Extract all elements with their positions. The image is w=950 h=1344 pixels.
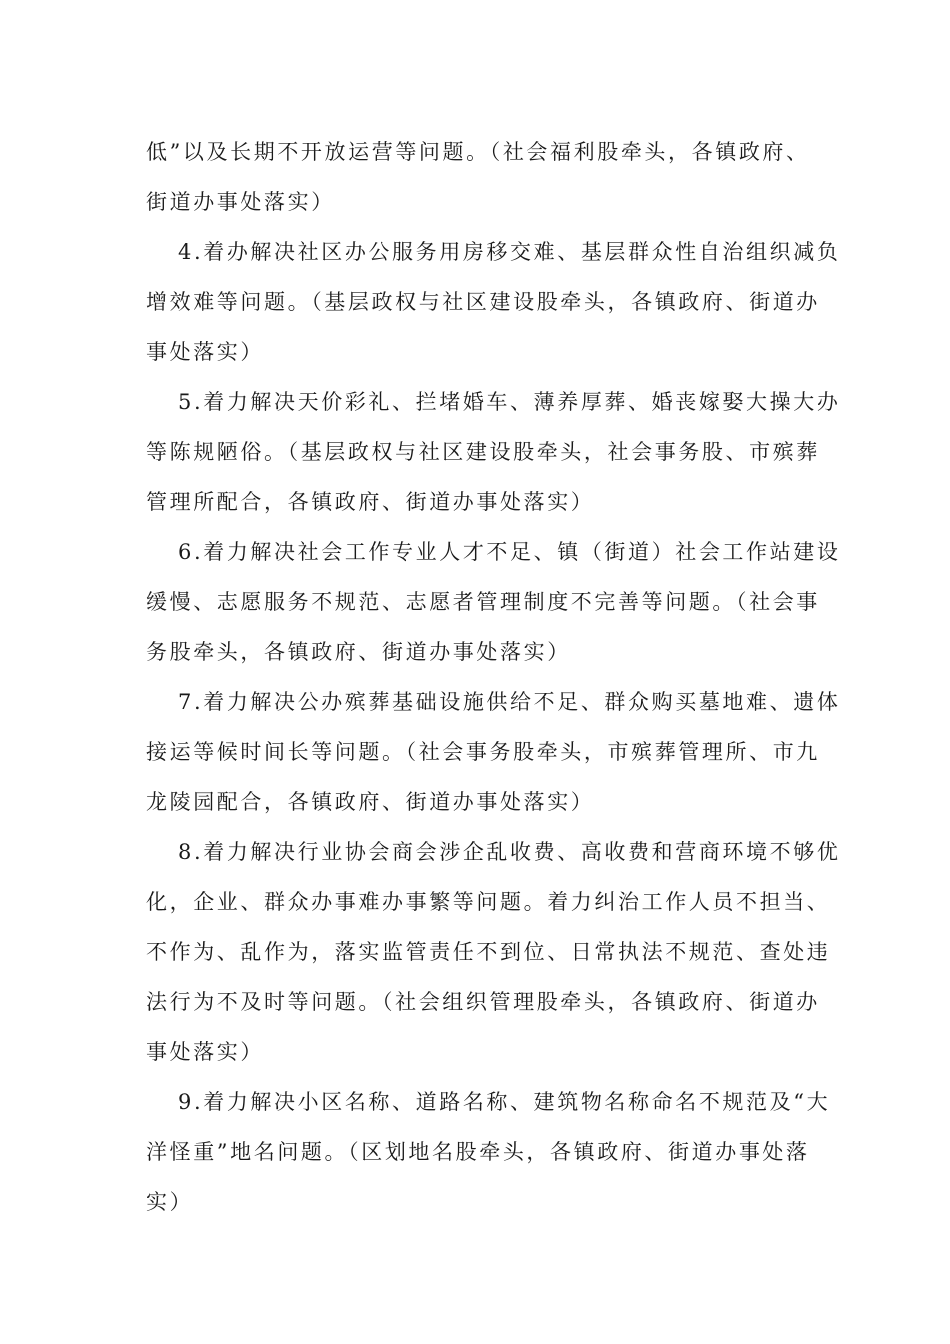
text-line: 务股牵头，各镇政府、街道办事处落实） xyxy=(146,640,571,664)
text-line: 管理所配合，各镇政府、街道办事处落实） xyxy=(146,490,595,514)
text-line: 不作为、乱作为，落实监管责任不到位、日常执法不规范、查处违 xyxy=(146,940,831,964)
paragraph-9-start: 9.着力解决小区名称、道路名称、建筑物名称命名不规范及“大 xyxy=(178,1090,831,1114)
paragraph-8-start: 8.着力解决行业协会商会涉企乱收费、高收费和营商环境不够优 xyxy=(178,840,841,864)
text-line: 洋怪重”地名问题。（区划地名股牵头，各镇政府、街道办事处落 xyxy=(146,1140,810,1164)
text-line: 事处落实） xyxy=(146,340,264,364)
text-line: 化，企业、群众办事难办事繁等问题。着力纠治工作人员不担当、 xyxy=(146,890,831,914)
text-line: 增效难等问题。（基层政权与社区建设股牵头，各镇政府、街道办 xyxy=(146,290,820,314)
paragraph-5-start: 5.着力解决天价彩礼、拦堵婚车、薄养厚葬、婚丧嫁娶大操大办 xyxy=(178,390,841,414)
paragraph-6-start: 6.着力解决社会工作专业人才不足、镇（街道）社会工作站建设 xyxy=(178,540,841,564)
text-line: 实） xyxy=(146,1190,194,1214)
paragraph-7-start: 7.着力解决公办殡葬基础设施供给不足、群众购买墓地难、遗体 xyxy=(178,690,841,714)
text-line: 缓慢、志愿服务不规范、志愿者管理制度不完善等问题。（社会事 xyxy=(146,590,820,614)
text-line: 法行为不及时等问题。（社会组织管理股牵头，各镇政府、街道办 xyxy=(146,990,820,1014)
text-line: 低”以及长期不开放运营等问题。（社会福利股牵头，各镇政府、 xyxy=(146,140,810,164)
text-line: 龙陵园配合，各镇政府、街道办事处落实） xyxy=(146,790,595,814)
text-line: 接运等候时间长等问题。（社会事务股牵头，市殡葬管理所、市九 xyxy=(146,740,820,764)
text-line: 等陈规陋俗。（基层政权与社区建设股牵头，社会事务股、市殡葬 xyxy=(146,440,820,464)
text-line: 街道办事处落实） xyxy=(146,190,335,214)
paragraph-4-start: 4.着办解决社区办公服务用房移交难、基层群众性自治组织减负 xyxy=(178,240,841,264)
text-line: 事处落实） xyxy=(146,1040,264,1064)
document-body xyxy=(146,127,841,1227)
